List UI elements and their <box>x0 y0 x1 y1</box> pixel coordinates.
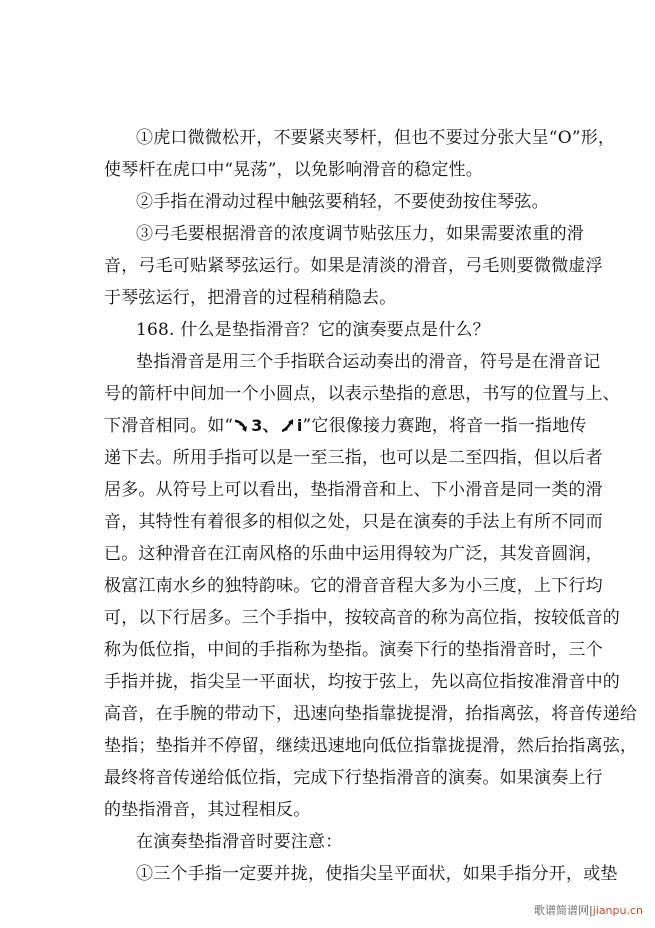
paragraph-6-line-1: ①三个手指一定要并拢，使指尖呈平面状，如果手指分开，或垫 <box>136 864 618 884</box>
up-slide-mark-icon <box>279 418 297 434</box>
paragraph-4-line-7: 已。这种滑音在江南风格的乐曲中运用得较为广泛，其发音圆润， <box>104 544 603 564</box>
watermark-url: jianpu.cn <box>592 904 643 917</box>
line-3-suffix: ”它很像接力赛跑，将音一指一指地传 <box>302 416 587 436</box>
paragraph-4-line-14: 最终将音传递给低位指，完成下行垫指滑音的演奏。如果演奏上行 <box>104 768 603 788</box>
note-high-one: i <box>296 416 303 435</box>
paragraph-4-line-12: 高音，在手腕的带动下，迅速向垫指靠拢提滑，抬指离弦，将音传递给 <box>104 704 638 724</box>
paragraph-1-line-2: 使琴杆在虎口中“晃荡”，以免影响滑音的稳定性。 <box>104 160 483 180</box>
watermark-name: 歌谱简谱网 <box>533 904 589 917</box>
paragraph-3-line-3: 于琴弦运行，把滑音的过程稍稍隐去。 <box>104 288 397 308</box>
down-slide-mark-icon <box>233 418 251 434</box>
slide-notation <box>233 416 302 436</box>
paragraph-4-line-1: 垫指滑音是用三个手指联合运动奏出的滑音，符号是在滑音记 <box>136 352 601 372</box>
paragraph-4-line-13: 垫指；垫指并不停留，继续迅速地向低位指靠拢提滑，然后抬指离弦， <box>104 736 638 756</box>
paragraph-4-line-3 <box>104 416 587 436</box>
paragraph-4-line-10: 称为低位指，中间的手指称为垫指。演奏下行的垫指滑音时，三个 <box>104 640 603 660</box>
paragraph-4-line-11: 手指并拢，指尖呈一平面状，均按于弦上，先以高位指按准滑音中的 <box>104 672 620 692</box>
question-heading: 168. 什么是垫指滑音？它的演奏要点是什么？ <box>136 320 490 340</box>
note-three: 3 <box>251 416 263 435</box>
paragraph-3-line-2: 音，弓毛可贴紧琴弦运行。如果是清淡的滑音，弓毛则要微微虚浮 <box>104 256 603 276</box>
paragraph-4-line-2: 号的箭杆中间加一个小圆点，以表示垫指的意思，书写的位置与上、 <box>104 384 620 404</box>
paragraph-4-line-9: 可，以下行居多。三个手指中，按较高音的称为高位指，按较低音的 <box>104 608 620 628</box>
paragraph-4-line-8: 极富江南水乡的独特韵味。它的滑音音程大多为小三度，上下行均 <box>104 576 603 596</box>
paragraph-4-line-4: 递下去。所用手指可以是一至三指，也可以是二至四指，但以后者 <box>104 448 603 468</box>
paragraph-1-line-1: ①虎口微微松开，不要紧夹琴杆，但也不要过分张大呈“O”形， <box>136 128 616 148</box>
paragraph-3-line-1: ③弓毛要根据滑音的浓度调节贴弦压力，如果需要浓重的滑 <box>136 224 584 244</box>
paragraph-2-line-1: ②手指在滑动过程中触弦要稍轻，不要使劲按住琴弦。 <box>136 192 549 212</box>
notation-separator: 、 <box>262 416 279 435</box>
site-watermark: 歌谱简谱网|jianpu.cn <box>533 904 643 917</box>
paragraph-4-line-15: 的垫指滑音，其过程相反。 <box>104 800 311 820</box>
paragraph-4-line-5: 居多。从符号上可以看出，垫指滑音和上、下小滑音是同一类的滑 <box>104 480 603 500</box>
line-3-prefix: 下滑音相同。如“ <box>104 416 234 436</box>
paragraph-4-line-6: 音，其特性有着很多的相似之处，只是在演奏的手法上有所不同而 <box>104 512 603 532</box>
paragraph-5-line-1: 在演奏垫指滑音时要注意： <box>136 832 343 852</box>
